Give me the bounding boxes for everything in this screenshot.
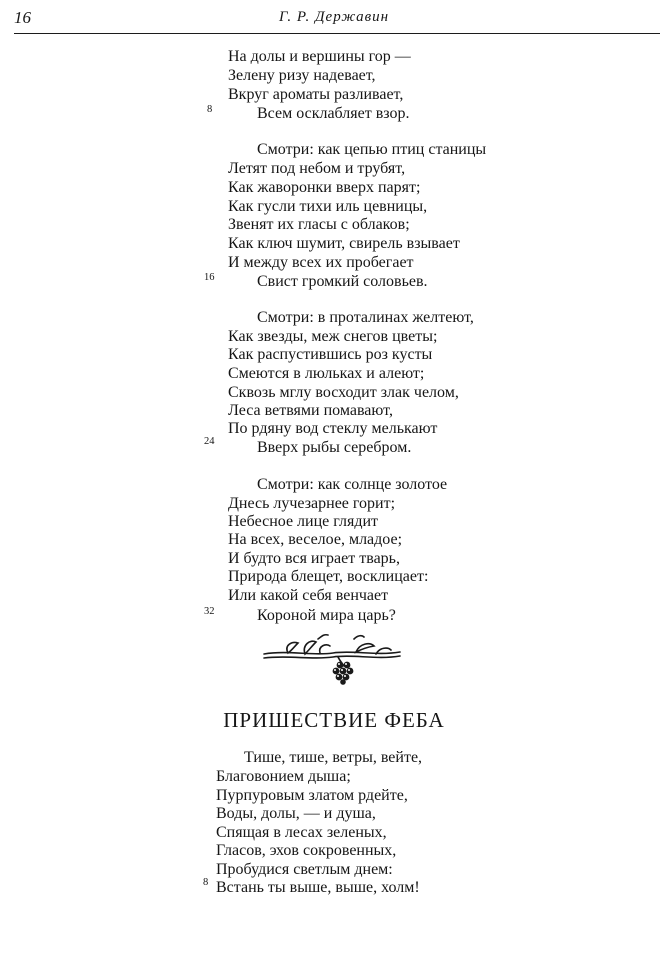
poem-line: Смотри: в проталинах желтеют, <box>257 309 474 326</box>
poem-line: И будто вся играет тварь, <box>228 550 400 567</box>
line-number: 32 <box>204 606 215 617</box>
page-header <box>0 0 668 40</box>
line-number: 16 <box>204 272 215 283</box>
poem-line: Тише, тише, ветры, вейте, <box>244 749 423 766</box>
poem-line: Звенят их гласы с облаков; <box>228 216 410 233</box>
poem-line: Смотри: как цепью птиц станицы <box>257 141 487 158</box>
poem-line: Днесь лучезарнее горит; <box>228 495 396 512</box>
poem-line: На долы и вершины гор — <box>228 48 411 65</box>
poem-line: Как ключ шумит, свирель взывает <box>228 235 460 252</box>
poem-line: Смеются в люльках и алеют; <box>228 365 425 382</box>
poem-title: ПРИШЕСТВИЕ ФЕБА <box>223 708 445 732</box>
vine-grapes-ornament-icon <box>258 633 408 685</box>
poem-line: Пурпуровым златом рдейте, <box>216 787 408 804</box>
poem-line: Свист громкий соловьев. <box>257 273 428 290</box>
poem-line: И между всех их пробегает <box>228 254 414 271</box>
poem-line: Спящая в лесах зеленых, <box>216 824 387 841</box>
poem-line: Короной мира царь? <box>257 607 396 624</box>
poem-line: Как гусли тихи иль цевницы, <box>228 198 428 215</box>
line-number: 8 <box>203 877 209 888</box>
poem-line: Всем осклабляет взор. <box>257 105 410 122</box>
poem-line: На всех, веселое, младое; <box>228 531 403 548</box>
poem-line: Летят под небом и трубят, <box>228 160 406 177</box>
poem-line: Пробудися светлым днем: <box>216 861 393 878</box>
header-rule <box>14 33 660 34</box>
poem-line: Вкруг ароматы разливает, <box>228 86 404 103</box>
poem-line: Гласов, эхов сокровенных, <box>216 842 397 859</box>
poem-line: Воды, долы, — и душа, <box>216 805 376 822</box>
poem-line: По рдяну вод стеклу мелькают <box>228 420 438 437</box>
line-number: 8 <box>207 104 213 115</box>
poem-line: Вверх рыбы серебром. <box>257 439 412 456</box>
running-head: Г. Р. Державин <box>278 9 390 25</box>
poem-line: Леса ветвями помавают, <box>228 402 393 419</box>
poem-line: Или какой себя венчает <box>228 587 389 604</box>
poem-line: Как жаворонки вверх парят; <box>228 179 421 196</box>
poem-line: Смотри: как солнце золотое <box>257 476 448 493</box>
line-number: 24 <box>204 436 215 447</box>
poem-line: Как звезды, меж снегов цветы; <box>228 328 438 345</box>
poem-line: Зелену ризу надевает, <box>228 67 376 84</box>
poem-line: Встань ты выше, выше, холм! <box>216 879 420 896</box>
poem-line: Сквозь мглу восходит злак челом, <box>228 384 459 401</box>
page-number: 16 <box>14 8 31 27</box>
poem-line: Небесное лице глядит <box>228 513 379 530</box>
poem-line: Как распустившись роз кусты <box>228 346 433 363</box>
poem-line: Благовонием дыша; <box>216 768 351 785</box>
poem-line: Природа блещет, восклицает: <box>228 568 429 585</box>
